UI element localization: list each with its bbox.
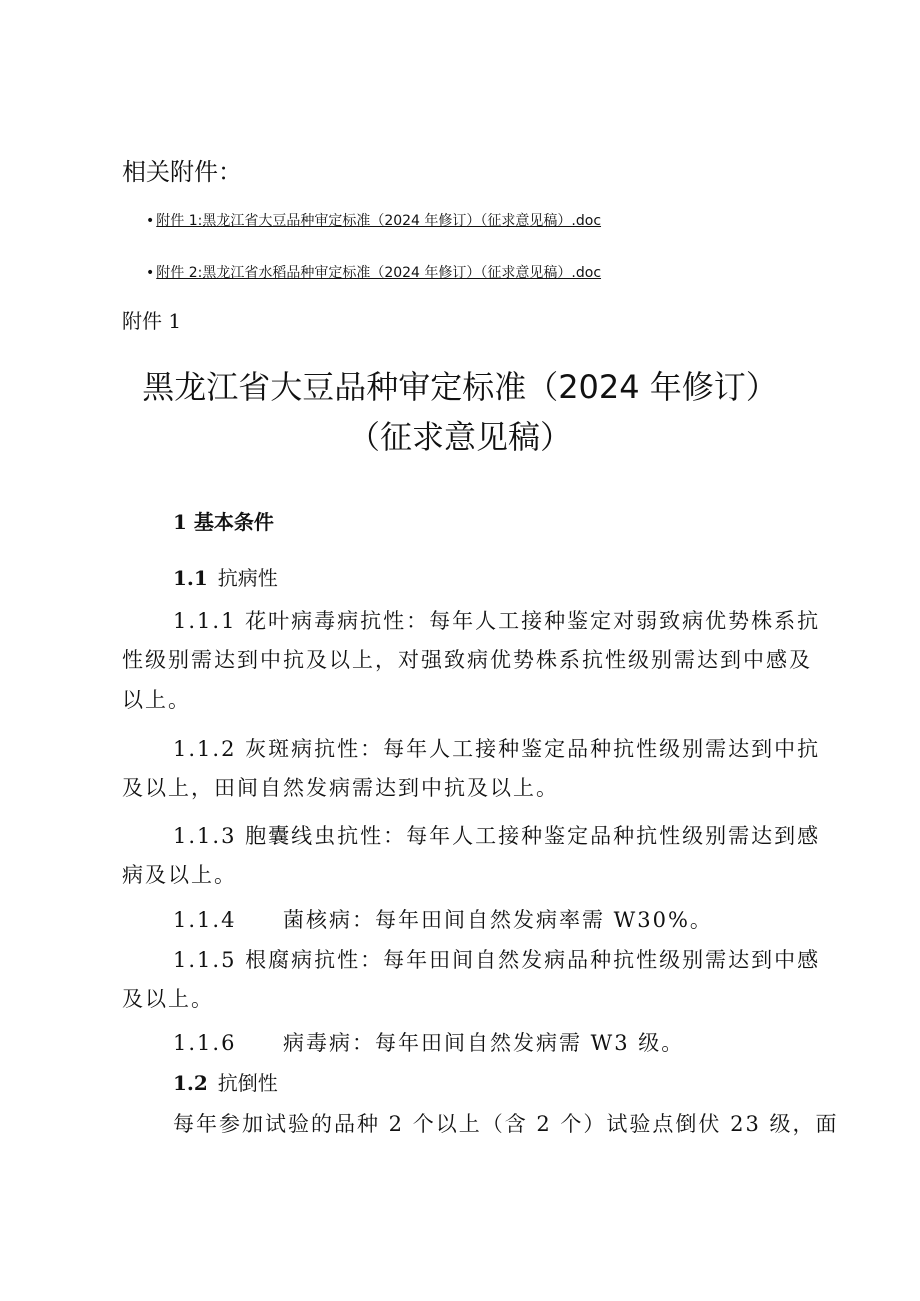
attachment-link-1[interactable] bbox=[146, 210, 601, 230]
paragraph-1-1-5-line-1: 1.1.5 根腐病抗性：每年田间自然发病品种抗性级别需达到中感 bbox=[173, 948, 821, 972]
paragraph-1-1-3-line-1: 1.1.3 胞囊线虫抗性：每年人工接种鉴定品种抗性级别需达到感 bbox=[173, 824, 821, 848]
document-title-line-1: 黑龙江省大豆品种审定标准（2024 年修订） bbox=[142, 368, 778, 406]
paragraph-1-1-1-line-3: 以上。 bbox=[122, 688, 191, 712]
document-title-line-2: （征求意见稿） bbox=[347, 418, 572, 456]
section-number: 1.2 bbox=[173, 1071, 208, 1095]
paragraph-1-1-5-line-2: 及以上。 bbox=[122, 987, 214, 1011]
clause-number: 1.1.6 bbox=[173, 1031, 237, 1055]
clause-number: 1.1.4 bbox=[173, 908, 237, 932]
paragraph-1-2-line-1: 每年参加试验的品种 2 个以上（含 2 个）试验点倒伏 23 级，面 bbox=[173, 1112, 839, 1136]
paragraph-1-1-3-line-2: 病及以上。 bbox=[122, 863, 237, 887]
section-title: 抗倒性 bbox=[217, 1071, 278, 1095]
attachment-link-2[interactable] bbox=[146, 262, 601, 282]
clause-text: 病毒病：每年田间自然发病需 W3 级。 bbox=[283, 1031, 685, 1055]
paragraph-1-1-2-line-1: 1.1.2 灰斑病抗性：每年人工接种鉴定品种抗性级别需达到中抗 bbox=[173, 737, 821, 761]
annex-label: 附件 1 bbox=[122, 309, 182, 333]
section-number: 1.1 bbox=[173, 566, 208, 590]
paragraph-1-1-6 bbox=[173, 1027, 684, 1057]
attachments-heading: 相关附件： bbox=[122, 158, 242, 186]
section-1-2-heading bbox=[173, 1067, 278, 1096]
bullet-icon: • bbox=[146, 265, 155, 281]
paragraph-1-1-1-line-1: 1.1.1 花叶病毒病抗性：每年人工接种鉴定对弱致病优势株系抗 bbox=[173, 609, 821, 633]
attachment-link-2-label: 附件 2:黑龙江省水稻品种审定标准（2024 年修订）（征求意见稿）.doc bbox=[156, 265, 602, 281]
paragraph-1-1-2-line-2: 及以上，田间自然发病需达到中抗及以上。 bbox=[122, 776, 559, 800]
section-title: 抗病性 bbox=[217, 566, 278, 590]
bullet-icon: • bbox=[146, 213, 155, 229]
paragraph-1-1-1-line-2: 性级别需达到中抗及以上，对强致病优势株系抗性级别需达到中感及 bbox=[122, 648, 812, 672]
attachment-link-1-label: 附件 1:黑龙江省大豆品种审定标准（2024 年修订）（征求意见稿）.doc bbox=[156, 213, 602, 229]
paragraph-1-1-4 bbox=[173, 904, 713, 934]
section-1-heading: 1 基本条件 bbox=[173, 510, 274, 534]
section-1-1-heading bbox=[173, 562, 278, 591]
clause-text: 菌核病：每年田间自然发病率需 W30%。 bbox=[283, 908, 713, 932]
